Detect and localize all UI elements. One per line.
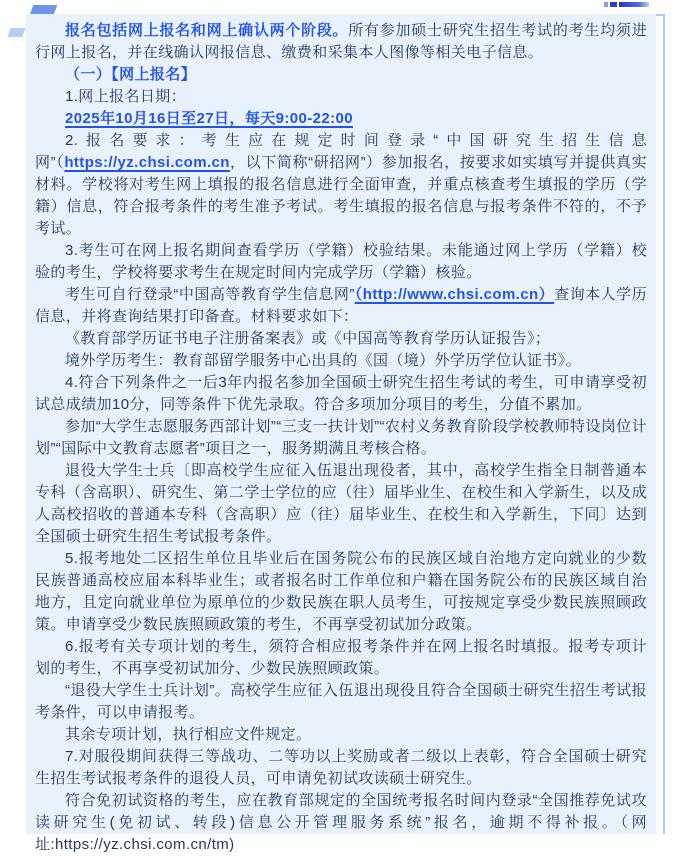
- text-segment: 考生可自行登录“中国高等教育学生信息网”: [65, 286, 355, 303]
- text-segment: 参加“大学生志愿服务西部计划”“三支一扶计划”“农村义务教育阶段学校教师特设岗位计划”“国际中文教育志愿者”项目之一，服务期满且考核合格。: [35, 418, 647, 457]
- paragraph: [35, 548, 647, 636]
- text-segment: 其余专项计划，执行相应文件规定。: [65, 726, 312, 743]
- paragraph: [35, 240, 647, 284]
- paragraph: [35, 680, 647, 724]
- text-segment: 2.报名要求：考生应在规定时间登录“中国研究生招生信息网”（: [35, 132, 647, 171]
- paragraph: [35, 372, 647, 416]
- content-card: [26, 14, 656, 853]
- highlight-text: （一）【网上报名】: [65, 66, 197, 83]
- paragraph: [35, 636, 647, 680]
- link-url[interactable]: https://yz.chsi.com.cn: [64, 154, 230, 171]
- text-segment: 3.考生可在网上报名期间查看学历（学籍）校验结果。未能通过网上学历（学籍）校验的考生，学校将要求考生在规定时间内完成学历（学籍）核验。: [35, 242, 647, 281]
- paragraph: [35, 20, 647, 64]
- text-segment: 所有参加硕士研究生招生考试的考生均须进行网上报名，并在线确认网报信息、缴费和采集本人图像等相关电子信息。: [35, 22, 647, 61]
- paragraph: [35, 416, 647, 460]
- decoration-dash-small: [604, 2, 608, 7]
- decoration-dash-medium: [610, 2, 617, 7]
- text-segment: ，以下简称“研招网”）参加报名，按要求如实填写并提供真实材料。学校将对考生网上填报的报名信息进行全面审查，并重点核查考生填报的学历（学籍）信息，符合报考条件的考生准予考试。考生填报的报名信息与报考条件不符的，不予考试。: [35, 154, 647, 237]
- decoration-dash-long: [619, 2, 649, 7]
- text-segment: 境外学历考生：教育部留学服务中心出具的《国（境）外学历学位认证书》。: [65, 352, 582, 369]
- text-segment: 4.符合下列条件之一后3年内报名参加全国硕士研究生招生考试的考生，可申请享受初试总成绩加10分，同等条件下优先录取。符合多项加分项目的考生，分值不累加。: [35, 374, 647, 413]
- text-segment: 退役大学生士兵〔即高校学生应征入伍退出现役者，其中，高校学生指全日制普通本专科（含高职）、研究生、第二学士学位的应（往）届毕业生、在校生和入学新生，以及成人高校招收的普通本专科（含高职）应（往）届毕业生、在校生和入学新生，下同〕达到全国硕士研究生招生考试报考条件。: [35, 462, 647, 545]
- paragraph: [35, 724, 647, 746]
- text-segment: 查询本人学历信息，并将查询结果打印备查。材料要求如下：: [35, 286, 647, 325]
- paragraph: [35, 328, 647, 350]
- paragraph: [35, 86, 647, 108]
- paragraph: [35, 284, 647, 328]
- highlight-text: 报名包括网上报名和网上确认两个阶段。: [65, 22, 349, 39]
- section-heading: [35, 64, 647, 86]
- paragraph: [35, 350, 647, 372]
- paragraph: [35, 790, 647, 856]
- paragraph: [35, 746, 647, 790]
- text-segment: 1.网上报名日期：: [65, 88, 187, 105]
- text-segment: 符合免初试资格的考生，应在教育部规定的全国统考报名时间内登录“全国推荐免试攻读研究生(免初试、转段)信息公开管理服务系统”报名，逾期不得补报。（网址:https://yz.chsi.com.cn/tm): [35, 792, 647, 853]
- text-segment: 5.报考地处二区招生单位且毕业后在国务院公布的民族区域自治地方定向就业的少数民族普通高校应届本科毕业生；或者报名时工作单位和户籍在国务院公布的民族区域自治地方，且定向就业单位为原单位的少数民族在职人员考生，可按规定享受少数民族照顾政策。申请享受少数民族照顾政策的考生，不再享受初试加分政策。: [35, 550, 647, 633]
- paragraph: [35, 130, 647, 240]
- date-line: [35, 108, 647, 130]
- text-segment: 7.对服役期间获得三等战功、二等功以上奖励或者二级以上表彰，符合全国硕士研究生招生考试报考条件的退役人员，可申请免初试攻读硕士研究生。: [35, 748, 647, 787]
- date-highlight: 2025年10月16日至27日，每天9:00-22:00: [65, 110, 354, 127]
- text-segment: “退役大学生士兵计划”。高校学生应征入伍退出现役且符合全国硕士研究生招生考试报考条件，可以申请报考。: [35, 682, 647, 721]
- paragraph: [35, 460, 647, 548]
- document-body: [35, 20, 647, 856]
- text-segment: 《教育部学历证书电子注册备案表》或《中国高等教育学历认证报告》；: [65, 330, 551, 347]
- text-segment: 6.报考有关专项计划的考生，须符合相应报考条件并在网上报名时填报。报考专项计划的考生，不再享受初试加分、少数民族照顾政策。: [35, 638, 647, 677]
- decoration-parallelogram-small: [7, 28, 25, 37]
- link-url[interactable]: （http://www.chsi.com.cn）: [354, 286, 555, 303]
